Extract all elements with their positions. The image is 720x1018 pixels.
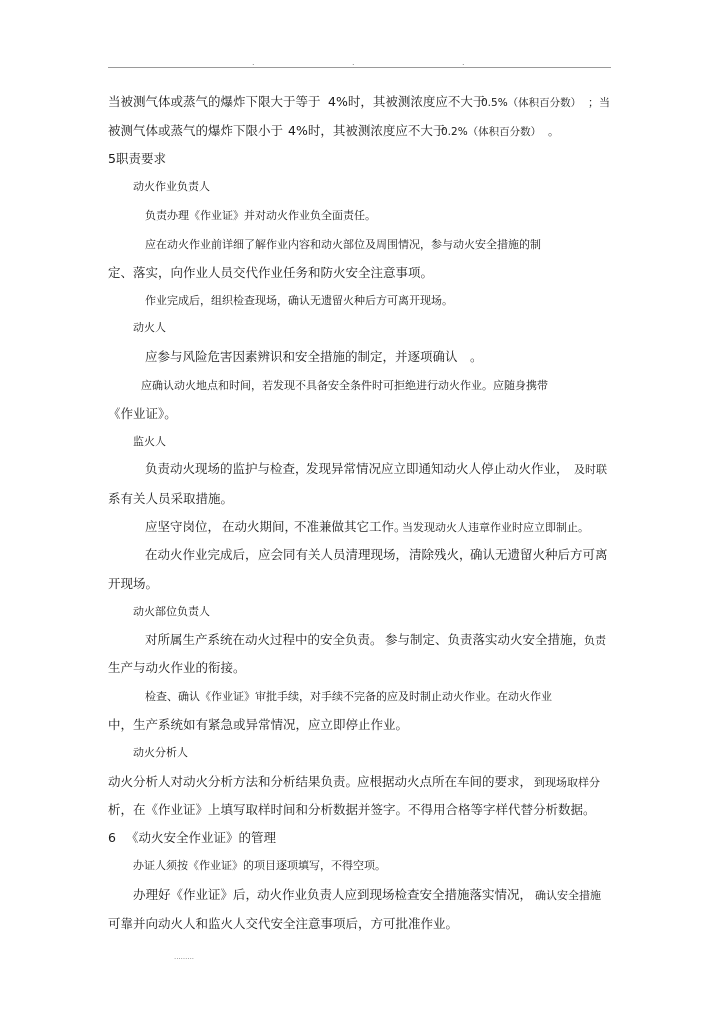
text-line: 办证人须按《作业证》的项目逐项填写，不得空项。 bbox=[133, 859, 386, 872]
subheading: 动火作业负责人 bbox=[133, 180, 210, 193]
text-line: 确认安全措施 bbox=[535, 889, 601, 902]
text-line: 在动火作业完成后， bbox=[145, 547, 258, 562]
header-dot: . bbox=[352, 58, 355, 67]
text-line: 在动火期间， bbox=[222, 519, 298, 534]
text-line: 应在动火作业前详细了解作业内容和动火部位及周围情况，参与动火安全措施的制 bbox=[145, 238, 541, 251]
section-heading: 6 bbox=[108, 830, 116, 845]
text-line: 0.2%（体积百分数） bbox=[441, 126, 542, 138]
text-line: 中，生产系统如有紧急或异常情况，应立即停止作业。 bbox=[108, 717, 409, 732]
text-line: 系有关人员采取措施。 bbox=[108, 491, 234, 506]
text-line: 4%时，其被测浓度应不大于 bbox=[288, 123, 446, 138]
text-line: 负责 bbox=[584, 634, 606, 647]
text-line: 定、落实，向作业人员交代作业任务和防火安全注意事项。 bbox=[108, 265, 434, 280]
text-line: 应会同有关人员清理现场， bbox=[258, 547, 409, 562]
text-line: 开现场。 bbox=[108, 576, 159, 591]
subheading: 动火部位负责人 bbox=[133, 605, 210, 618]
text-line: 应坚守岗位， bbox=[145, 519, 221, 534]
section-heading: 《动火安全作业证》的管理 bbox=[126, 830, 277, 845]
text-line: 对所属生产系统在动火过程中的安全负责。 bbox=[145, 632, 383, 647]
text-line: 到现场取样分 bbox=[534, 776, 600, 789]
subheading: 监火人 bbox=[133, 435, 166, 448]
text-line: 当发现动火人违章作业时应立即制止。 bbox=[402, 521, 589, 534]
text-line: 应根据动火点所在车间的要求， bbox=[357, 774, 533, 789]
text-line: 应参与风险危害因素辨识和安全措施的制定，并逐项确认 bbox=[145, 349, 458, 364]
text-line: 4%时，其被测浓度应不大于 bbox=[328, 94, 486, 109]
text-line: 动火作业负责人应到现场检查安全措施落实情况， bbox=[257, 887, 533, 902]
subheading: 动火人 bbox=[133, 321, 166, 334]
header-rule bbox=[108, 67, 611, 68]
subheading: 动火分析人 bbox=[133, 746, 188, 759]
header-dot: . bbox=[462, 58, 465, 67]
text-line: 被测气体或蒸气的爆炸下限小于 bbox=[108, 123, 284, 138]
text-line: 不准兼做其它工作。 bbox=[294, 519, 407, 534]
text-line: 作业完成后，组织检查现场，确认无遗留火种后方可离开现场。 bbox=[145, 294, 453, 307]
text-line: 应确认动火地点和时间，若发现不具备安全条件时可拒绝进行动火作业。应随身携带 bbox=[141, 379, 548, 392]
text-line: 发现异常情况应立即通知动火人停止动火作业， bbox=[306, 461, 569, 476]
text-line: 清除残火， bbox=[409, 547, 472, 562]
text-line: 检查、确认《作业证》审批手续，对手续不完备的应及时制止动火作业。在动火作业 bbox=[145, 690, 552, 703]
text-line: 。 bbox=[548, 125, 559, 138]
text-line: ；当 bbox=[588, 96, 610, 109]
text-line: 生产与动火作业的衔接。 bbox=[108, 660, 246, 675]
text-line: 确认无遗留火种后方可离 bbox=[470, 547, 608, 562]
text-line: 可靠并向动火人和监火人交代安全注意事项后，方可批准作业。 bbox=[108, 916, 459, 931]
text-line: 析，在《作业证》上填写取样时间和分析数据并签字。不得用合格等字样代替分析数据。 bbox=[108, 802, 596, 817]
text-line: 当被测气体或蒸气的爆炸下限大于等于 bbox=[108, 94, 321, 109]
text-line: 动火分析人对动火分析方法和分析结果负责。 bbox=[108, 774, 359, 789]
section-heading: 5职责要求 bbox=[108, 151, 166, 166]
text-line: 。 bbox=[470, 349, 483, 364]
text-line: 负责动火现场的监护与检查， bbox=[145, 461, 308, 476]
footer-dots: ......... bbox=[174, 953, 195, 961]
text-line: 负责办理《作业证》并对动火作业负全面责任。 bbox=[145, 209, 376, 222]
text-line: 及时联 bbox=[574, 463, 607, 476]
text-line: 办理好《作业证》后， bbox=[133, 887, 259, 902]
header-dot: . bbox=[252, 58, 255, 67]
text-line: 参与制定、负责落实动火安全措施， bbox=[385, 632, 586, 647]
text-line: 0.5%（体积百分数） bbox=[481, 97, 582, 109]
text-line: 《作业证》。 bbox=[108, 406, 177, 421]
